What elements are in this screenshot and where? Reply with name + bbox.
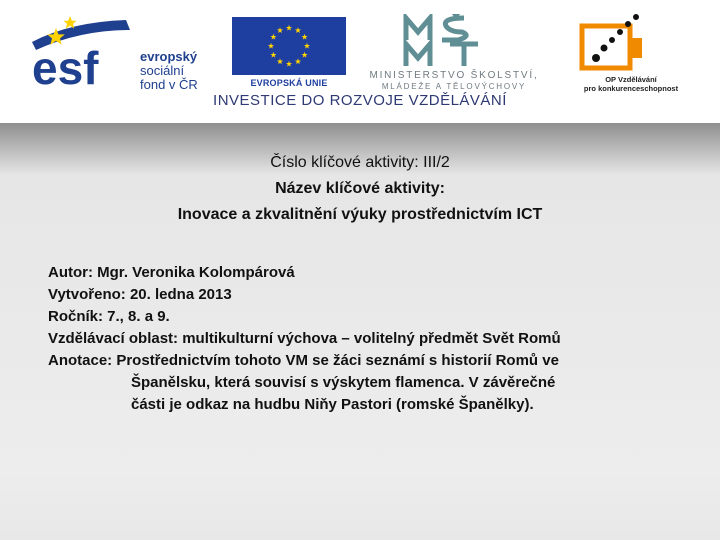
created-line: Vytvořeno: 20. ledna 2013 [48,286,232,303]
msmt-mark-icon [402,14,498,70]
logo-header [0,0,720,123]
op-caption [568,75,694,93]
activity-name: Inovace a zkvalitnění výuky prostřednictvím ICT [177,206,543,223]
msmt-line-1: MINISTERSTVO ŠKOLSTVÍ, [369,70,539,81]
esf-mark-icon [30,14,140,90]
annotation-line-3: části je odkaz na hudbu Niňy Pastori (romské Španělky). [131,396,534,413]
annotation-line-2: Španělsku, která souvisí s výskytem flamenca. V závěrečné [131,374,556,391]
svg-text:esf: esf [32,42,99,90]
eu-flag-icon [232,17,346,75]
info-block [48,262,698,416]
author-line: Autor: Mgr. Veronika Kolompárová [48,264,295,281]
eu-caption: EVROPSKÁ UNIE [250,78,328,88]
msmt-caption [354,70,554,92]
eu-logo [232,17,346,89]
activity-number: Číslo klíčové aktivity: III/2 [270,154,450,171]
esf-line-1: evropský [140,49,198,64]
area-line: Vzdělávací oblast: multikulturní výchova – volitelný předmět Svět Romů [48,330,561,347]
esf-logo [30,14,225,90]
msmt-line-2: MLÁDEŽE A TĚLOVÝCHOVY [381,82,527,91]
op-logo [568,12,694,93]
op-mark-icon [578,12,644,74]
esf-line-2: sociální [140,63,185,78]
msmt-logo [354,14,554,96]
op-line-2: pro konkurenceschopnost [583,84,679,93]
esf-wordmark [140,50,198,92]
tagline: INVESTICE DO ROZVOJE VZDĚLÁVÁNÍ [213,92,507,109]
activity-name-label: Název klíčové aktivity: [275,180,445,197]
esf-line-3: fond v ČR [140,77,198,92]
annotation-line-1: Anotace: Prostřednictvím tohoto VM se žáci seznámí s historií Romů ve [48,352,559,369]
grade-line: Ročník: 7., 8. a 9. [48,308,170,325]
op-line-1: OP Vzdělávání [605,75,657,84]
